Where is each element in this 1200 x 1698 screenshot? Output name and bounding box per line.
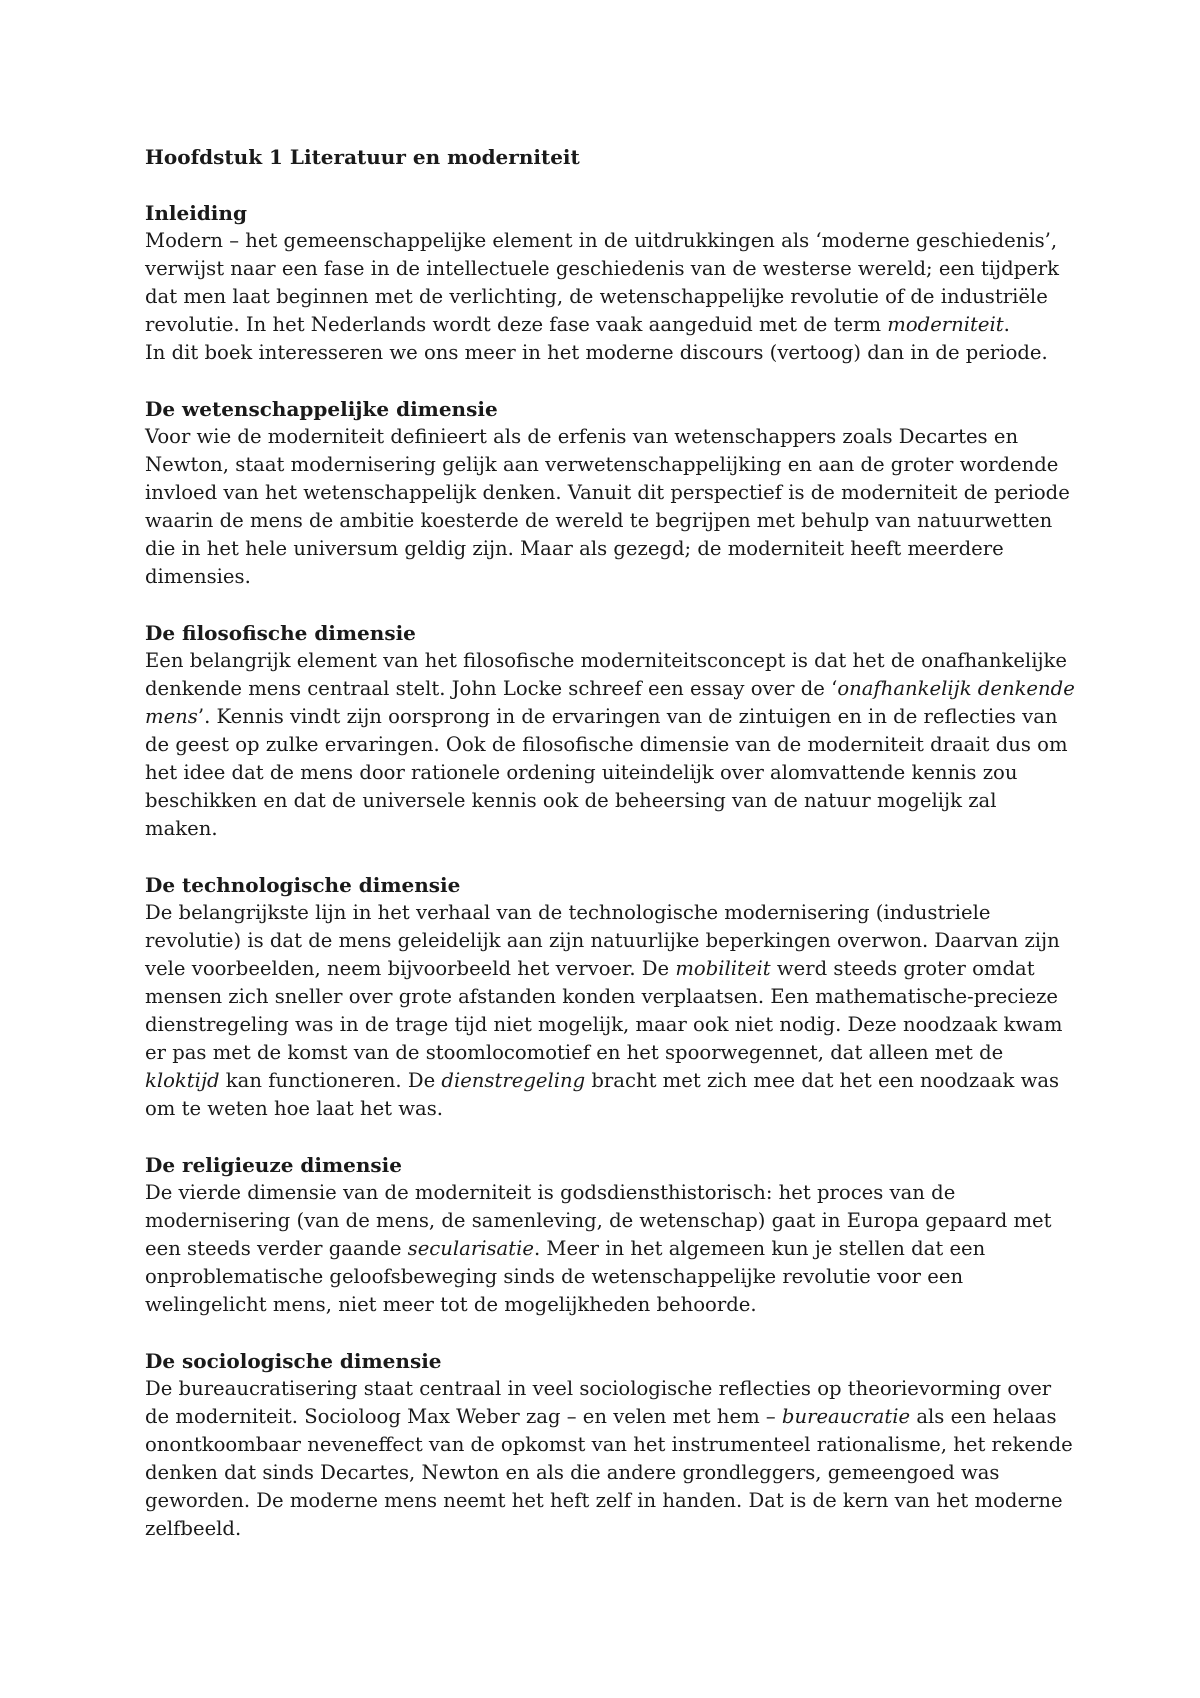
italic-text: bureaucratie bbox=[781, 1405, 911, 1428]
paragraph bbox=[145, 647, 1075, 843]
section-heading: De filosofische dimensie bbox=[145, 621, 416, 645]
document-body bbox=[145, 199, 1075, 1543]
paragraph bbox=[145, 1179, 1075, 1319]
section bbox=[145, 619, 1075, 843]
text-run: . Meer in het algemeen kun je stellen dat een onproblematische geloofsbeweging sinds de wetenschappelijke revolutie voor een welingelicht mens, niet meer tot de mogelijkheden behoorde. bbox=[145, 1237, 986, 1316]
section-heading: De religieuze dimensie bbox=[145, 1153, 402, 1177]
italic-text: mobiliteit bbox=[675, 957, 771, 980]
italic-text: moderniteit bbox=[887, 313, 1004, 336]
text-run: kan functioneren. De bbox=[219, 1069, 442, 1092]
text-run: werd steeds groter omdat mensen zich sneller over grote afstanden konden verplaatsen. Een mathematische-precieze dienstregeling was in de trage tijd niet mogelijk, maar ook niet nodig. Deze noodzaak kwam er pas met de komst van de stoomlocomotief en het spoorwegennet, dat alleen met de bbox=[145, 957, 1063, 1064]
text-run: . bbox=[1003, 313, 1010, 336]
text-run: De bureaucratisering staat centraal in veel sociologische reflecties op theorievorming over de moderniteit. Socioloog Max Weber zag – en velen met hem – bbox=[145, 1377, 1052, 1428]
italic-text: dienstregeling bbox=[441, 1069, 586, 1092]
section bbox=[145, 395, 1075, 591]
paragraph bbox=[145, 227, 1075, 339]
italic-text: onafhankelijk denkende mens bbox=[145, 677, 1075, 728]
text-run: als een helaas onontkoombaar neveneffect van de opkomst van het instrumenteel rationalisme, het rekende denken dat sinds Decartes, Newton en als die andere grondleggers, gemeengoed was geworden. De moderne mens neemt het heft zelf in handen. Dat is de kern van het moderne zelfbeeld. bbox=[145, 1405, 1073, 1540]
section-heading: De technologische dimensie bbox=[145, 873, 461, 897]
section-heading: De wetenschappelijke dimensie bbox=[145, 397, 498, 421]
italic-text: secularisatie bbox=[407, 1237, 534, 1260]
section bbox=[145, 1151, 1075, 1319]
text-run: Modern – het gemeenschappelijke element in de uitdrukkingen als ‘moderne geschiedenis’, verwijst naar een fase in de intellectuele geschiedenis van de westerse wereld; een tijdperk dat men laat beginnen met de verlichting, de wetenschappelijke revolutie of de industriële revolutie. In het Nederlands wordt deze fase vaak aangeduid met de term bbox=[145, 229, 1060, 336]
paragraph bbox=[145, 1375, 1075, 1543]
text-run: De belangrijkste lijn in het verhaal van de technologische modernisering (industriele revolutie) is dat de mens geleidelijk aan zijn natuurlijke beperkingen overwon. Daarvan zijn vele voorbeelden, neem bijvoorbeeld het vervoer. De bbox=[145, 901, 1060, 980]
paragraph bbox=[145, 899, 1075, 1123]
section-heading: De sociologische dimensie bbox=[145, 1349, 442, 1373]
text-run: bracht met zich mee dat het een noodzaak was om te weten hoe laat het was. bbox=[145, 1069, 1060, 1120]
text-run: De vierde dimensie van de moderniteit is godsdiensthistorisch: het proces van de modernisering (van de mens, de samenleving, de wetenschap) gaat in Europa gepaard met een steeds verder gaande bbox=[145, 1181, 1052, 1260]
section bbox=[145, 871, 1075, 1123]
section bbox=[145, 199, 1075, 367]
section-heading: Inleiding bbox=[145, 201, 247, 225]
document-title: Hoofdstuk 1 Literatuur en moderniteit bbox=[145, 145, 580, 169]
text-run: Een belangrijk element van het filosofische moderniteitsconcept is dat het de onafhankelijke denkende mens centraal stelt. John Locke schreef een essay over de ‘ bbox=[145, 649, 1068, 700]
paragraph bbox=[145, 339, 1075, 367]
document-page bbox=[145, 143, 1075, 1571]
text-run: ’. Kennis vindt zijn oorsprong in de ervaringen van de zintuigen en in de reflecties van de geest op zulke ervaringen. Ook de filosofische dimensie van de moderniteit draait dus om het idee dat de mens door rationele ordening uiteindelijk over alomvattende kennis zou beschikken en dat de universele kennis ook de beheersing van de natuur mogelijk zal maken. bbox=[145, 705, 1068, 840]
italic-text: kloktijd bbox=[145, 1069, 220, 1092]
paragraph bbox=[145, 423, 1075, 591]
text-run: In dit boek interesseren we ons meer in het moderne discours (vertoog) dan in de periode. bbox=[145, 341, 1048, 364]
section bbox=[145, 1347, 1075, 1543]
text-run: Voor wie de moderniteit definieert als de erfenis van wetenschappers zoals Decartes en Newton, staat modernisering gelijk aan verwetenschappelijking en aan de groter wordende invloed van het wetenschappelijk denken. Vanuit dit perspectief is de moderniteit de periode waarin de mens de ambitie koesterde de wereld te begrijpen met behulp van natuurwetten die in het hele universum geldig zijn. Maar als gezegd; de moderniteit heeft meerdere dimensies. bbox=[145, 425, 1070, 588]
